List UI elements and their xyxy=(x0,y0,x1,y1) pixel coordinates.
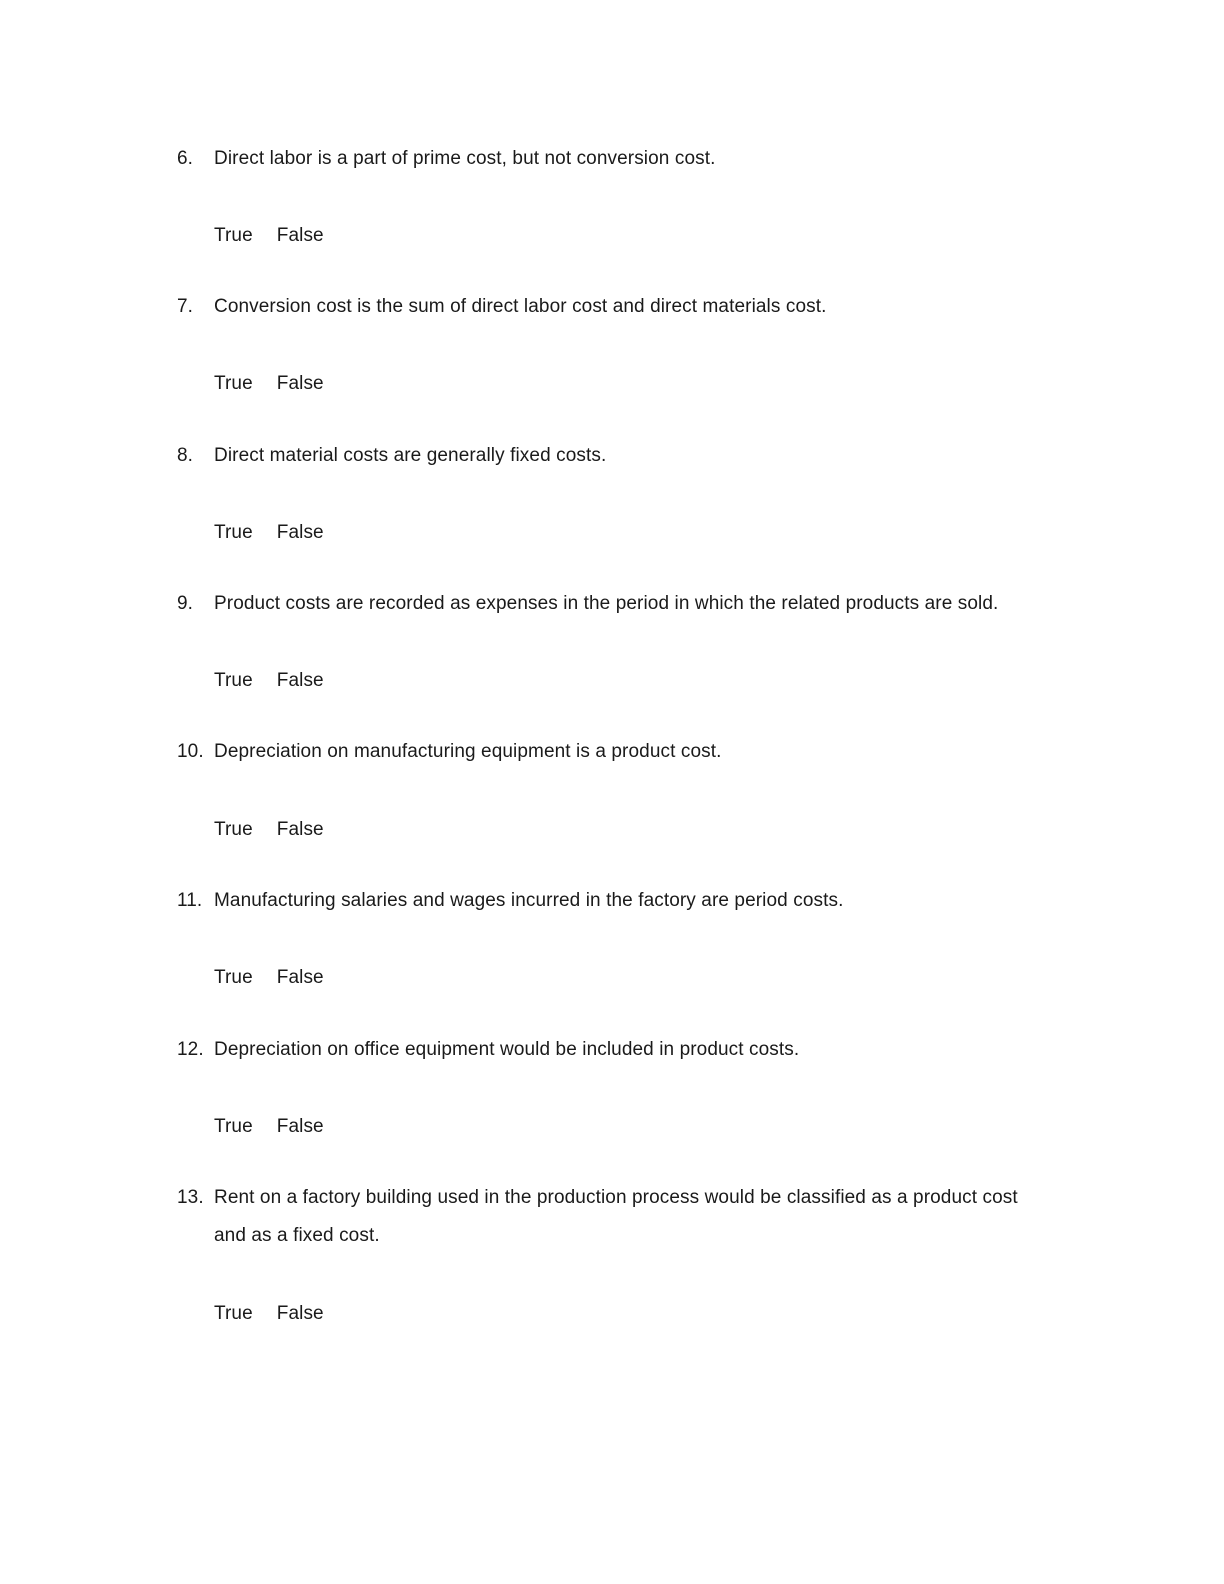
option-true[interactable]: True xyxy=(214,522,253,543)
question-8 xyxy=(177,437,1077,475)
question-number: 8. xyxy=(177,445,194,466)
option-false[interactable]: False xyxy=(276,670,324,691)
question-number: 13. xyxy=(177,1187,204,1208)
answer-options-9 xyxy=(214,669,324,693)
question-text: Direct labor is a part of prime cost, but not conversion cost. xyxy=(214,148,716,169)
option-true[interactable]: True xyxy=(214,670,253,691)
option-true[interactable]: True xyxy=(214,819,253,840)
question-number: 12. xyxy=(177,1039,204,1060)
question-7 xyxy=(177,288,1077,326)
question-text: Conversion cost is the sum of direct labor cost and direct materials cost. xyxy=(214,296,827,317)
option-false[interactable]: False xyxy=(276,373,324,394)
question-number: 10. xyxy=(177,741,204,762)
question-number: 7. xyxy=(177,296,194,317)
option-false[interactable]: False xyxy=(276,819,324,840)
option-false[interactable]: False xyxy=(276,522,324,543)
option-false[interactable]: False xyxy=(276,1303,324,1324)
question-text: Product costs are recorded as expenses in the period in which the related products are sold. xyxy=(214,593,999,614)
answer-options-11 xyxy=(214,966,324,990)
option-false[interactable]: False xyxy=(276,967,324,988)
option-true[interactable]: True xyxy=(214,373,253,394)
question-text: Manufacturing salaries and wages incurred in the factory are period costs. xyxy=(214,890,844,911)
question-11 xyxy=(177,882,1077,920)
answer-options-13 xyxy=(214,1302,324,1326)
answer-options-6 xyxy=(214,224,324,248)
answer-options-8 xyxy=(214,521,324,545)
option-true[interactable]: True xyxy=(214,1116,253,1137)
question-number: 11. xyxy=(177,890,203,911)
answer-options-7 xyxy=(214,372,324,396)
question-9 xyxy=(177,585,1077,623)
option-true[interactable]: True xyxy=(214,1303,253,1324)
answer-options-12 xyxy=(214,1115,324,1139)
option-true[interactable]: True xyxy=(214,225,253,246)
question-text: Rent on a factory building used in the production process would be classified as a product cost and as a fixed cost. xyxy=(214,1187,1018,1246)
option-false[interactable]: False xyxy=(276,225,324,246)
question-6 xyxy=(177,140,1077,178)
question-13 xyxy=(177,1179,1077,1255)
question-12 xyxy=(177,1031,1077,1069)
option-true[interactable]: True xyxy=(214,967,253,988)
question-text: Depreciation on office equipment would be included in product costs. xyxy=(214,1039,800,1060)
question-text: Direct material costs are generally fixed costs. xyxy=(214,445,607,466)
question-10 xyxy=(177,733,1077,771)
question-number: 9. xyxy=(177,593,194,614)
question-number: 6. xyxy=(177,148,194,169)
question-text: Depreciation on manufacturing equipment is a product cost. xyxy=(214,741,722,762)
option-false[interactable]: False xyxy=(276,1116,324,1137)
answer-options-10 xyxy=(214,818,324,842)
